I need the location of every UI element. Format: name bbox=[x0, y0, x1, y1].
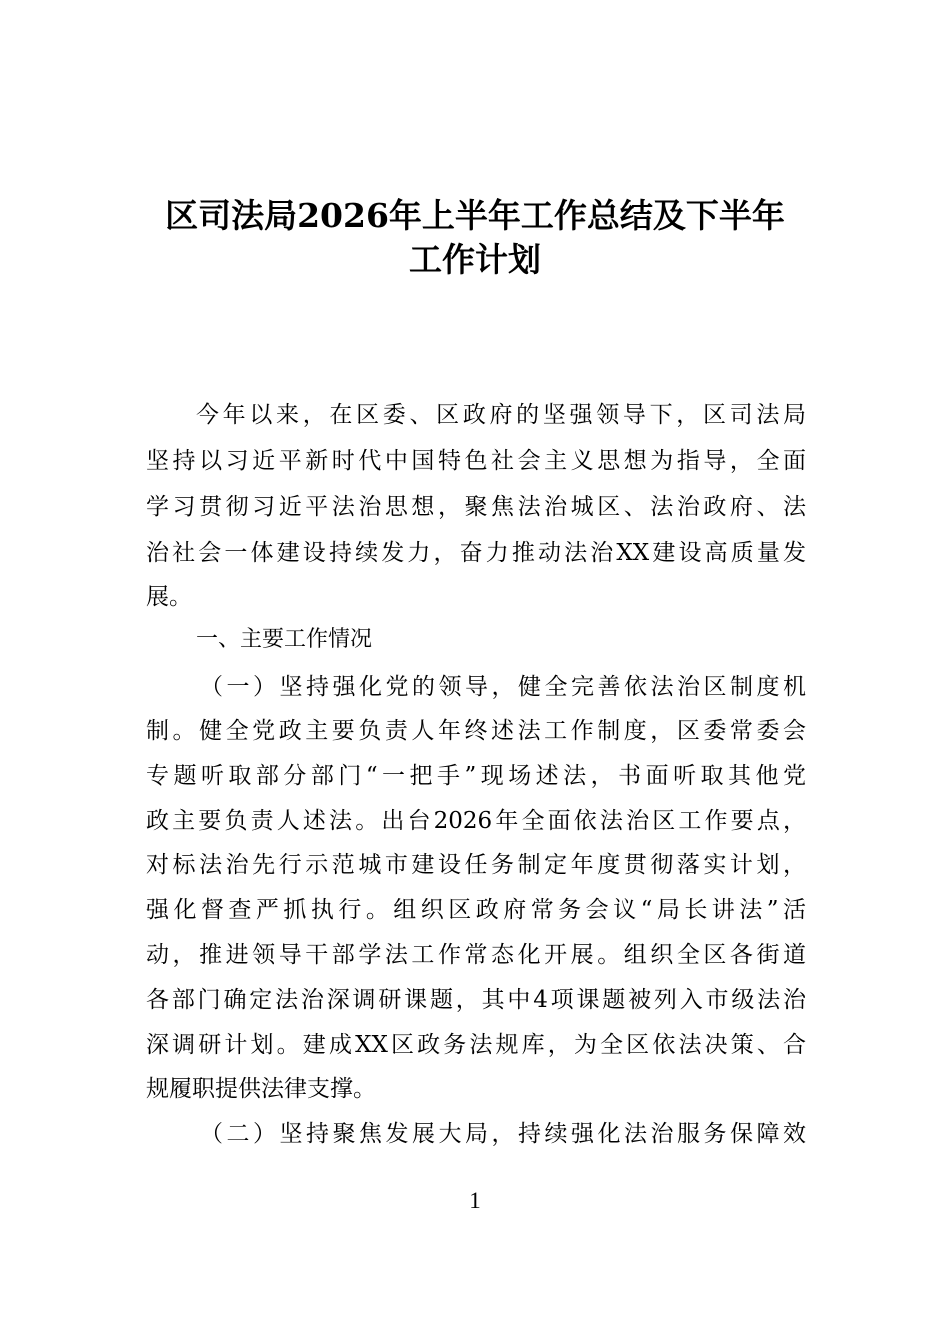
document-title-line-2: 工作计划 bbox=[409, 240, 541, 279]
subsection-1-line: 对标法治先行示范城市建设任务制定年度贯彻落实计划， bbox=[146, 852, 806, 878]
subsection-1-line: 专题听取部分部门“一把手”现场述法，书面听取其他党 bbox=[146, 763, 806, 789]
subsection-2-line: （二）坚持聚焦发展大局，持续强化法治服务保障效 bbox=[200, 1121, 806, 1147]
document-title-line-1: 区司法局2026年上半年工作总结及下半年 bbox=[165, 196, 785, 235]
section-heading: 一、主要工作情况 bbox=[196, 627, 373, 652]
intro-line: 坚持以习近平新时代中国特色社会主义思想为指导，全面 bbox=[146, 448, 806, 474]
page-number: 1 bbox=[469, 1188, 481, 1213]
subsection-1-line: 各部门确定法治深调研课题，其中4项课题被列入市级法治 bbox=[146, 987, 806, 1013]
subsection-1-line: （一）坚持强化党的领导，健全完善依法治区制度机 bbox=[200, 674, 806, 700]
subsection-1-line: 强化督查严抓执行。组织区政府常务会议“局长讲法”活 bbox=[146, 897, 806, 923]
subsection-1-line: 深调研计划。建成XX区政务法规库，为全区依法决策、合 bbox=[146, 1032, 806, 1058]
intro-line: 学习贯彻习近平法治思想，聚焦法治城区、法治政府、法 bbox=[146, 494, 806, 520]
subsection-1-line: 动，推进领导干部学法工作常态化开展。组织全区各街道 bbox=[146, 942, 806, 968]
intro-line: 今年以来，在区委、区政府的坚强领导下，区司法局 bbox=[196, 402, 806, 428]
subsection-1-line: 制。健全党政主要负责人年终述法工作制度，区委常委会 bbox=[146, 718, 806, 744]
subsection-1-line: 政主要负责人述法。出台2026年全面依法治区工作要点， bbox=[146, 808, 806, 834]
intro-line: 展。 bbox=[146, 584, 192, 610]
intro-line: 治社会一体建设持续发力，奋力推动法治XX建设高质量发 bbox=[146, 540, 806, 566]
subsection-1-line: 规履职提供法律支撑。 bbox=[146, 1076, 376, 1102]
